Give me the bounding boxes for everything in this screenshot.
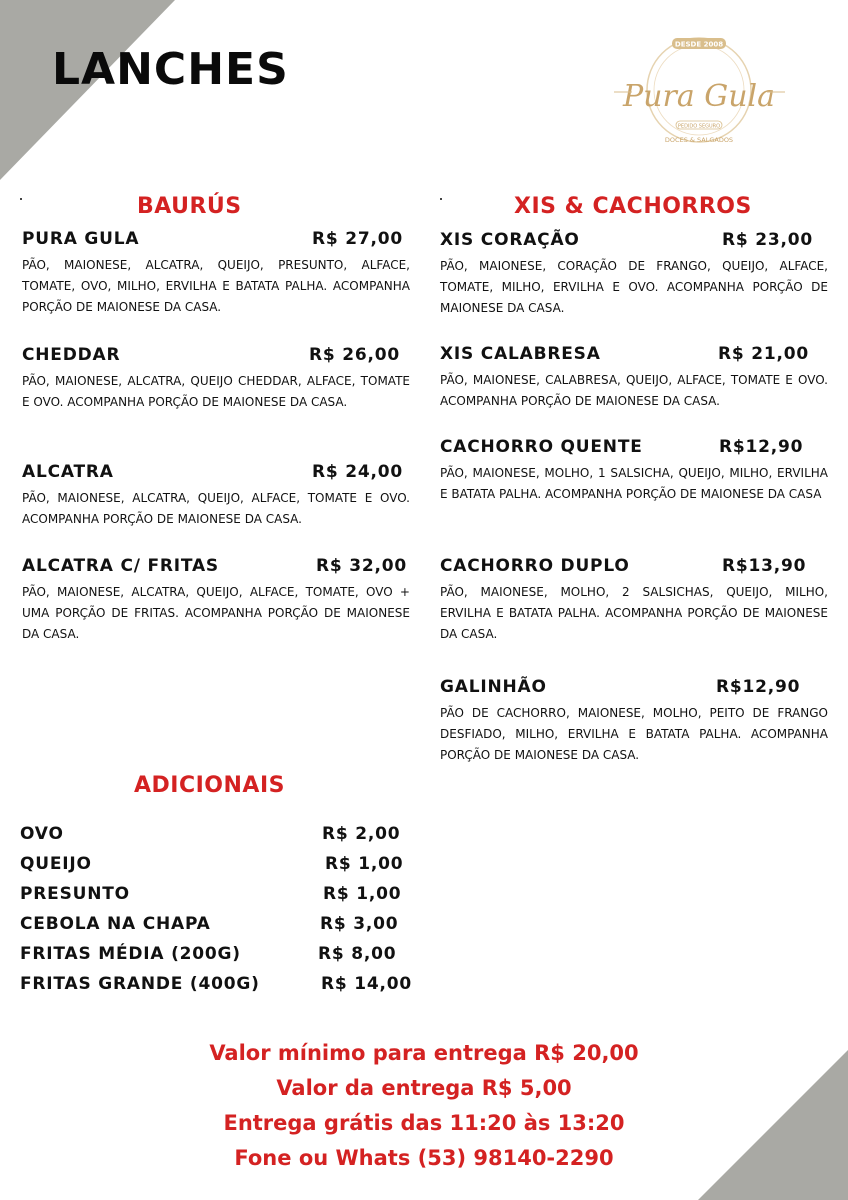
addon-row	[20, 884, 430, 914]
item-price: R$ 24,00	[312, 462, 404, 482]
item-description: PÃO, MAIONESE, ALCATRA, QUEIJO, ALFACE, TOMATE E OVO. ACOMPANHA PORÇÃO DE MAIONESE DA CASA.	[22, 491, 410, 526]
delivery-fee-text: Valor da entrega R$ 5,00	[276, 1076, 572, 1100]
menu-item	[22, 462, 410, 530]
dot-marker	[20, 198, 22, 200]
item-name: CACHORRO QUENTE	[440, 437, 643, 457]
addon-price: R$ 8,00	[318, 944, 397, 964]
menu-item	[440, 230, 828, 319]
item-description: PÃO, MAIONESE, ALCATRA, QUEIJO, PRESUNTO, ALFACE, TOMATE, OVO, MILHO, ERVILHA E BATATA PALHA. ACOMPANHA PORÇÃO DE MAIONESE DA CASA.	[22, 258, 410, 314]
addon-row	[20, 824, 430, 854]
addon-name: CEBOLA NA CHAPA	[20, 914, 211, 934]
addon-row	[20, 944, 430, 974]
item-price: R$12,90	[719, 437, 804, 457]
item-description: PÃO, MAIONESE, MOLHO, 2 SALSICHAS, QUEIJO, MILHO, ERVILHA E BATATA PALHA. ACOMPANHA PORÇÃO DE MAIONESE DA CASA.	[440, 585, 828, 641]
addon-price: R$ 3,00	[320, 914, 399, 934]
item-price: R$ 21,00	[718, 344, 810, 364]
item-description: PÃO, MAIONESE, ALCATRA, QUEIJO, ALFACE, TOMATE, OVO + UMA PORÇÃO DE FRITAS. ACOMPANHA PORÇÃO DE MAIONESE DA CASA.	[22, 585, 410, 641]
item-description: PÃO DE CACHORRO, MAIONESE, MOLHO, PEITO DE FRANGO DESFIADO, MILHO, ERVILHA E BATATA PALHA. ACOMPANHA PORÇÃO DE MAIONESE DA CASA.	[440, 706, 828, 762]
item-price: R$ 27,00	[312, 229, 404, 249]
item-price: R$ 23,00	[722, 230, 814, 250]
item-name: PURA GULA	[22, 229, 140, 249]
item-description: PÃO, MAIONESE, MOLHO, 1 SALSICHA, QUEIJO, MILHO, ERVILHA E BATATA PALHA. ACOMPANHA PORÇÃO DE MAIONESE DA CASA	[440, 466, 828, 501]
menu-item	[440, 556, 828, 645]
item-name: GALINHÃO	[440, 677, 547, 697]
item-name: CHEDDAR	[22, 345, 121, 365]
addon-name: OVO	[20, 824, 64, 844]
addon-row	[20, 914, 430, 944]
item-description: PÃO, MAIONESE, CORAÇÃO DE FRANGO, QUEIJO, ALFACE, TOMATE, MILHO, ERVILHA E OVO. ACOMPANHA PORÇÃO DE MAIONESE DA CASA.	[440, 259, 828, 315]
pura-gula-logo	[612, 28, 787, 158]
item-price: R$ 32,00	[316, 556, 408, 576]
item-price: R$12,90	[716, 677, 801, 697]
addon-row	[20, 854, 430, 884]
addon-name: PRESUNTO	[20, 884, 130, 904]
section-title-xis-cachorros: XIS & CACHORROS	[514, 194, 752, 219]
page-title: LANCHES	[52, 44, 289, 95]
phone-text: Fone ou Whats (53) 98140-2290	[234, 1146, 614, 1170]
dot-marker	[440, 198, 442, 200]
item-description: PÃO, MAIONESE, CALABRESA, QUEIJO, ALFACE, TOMATE E OVO. ACOMPANHA PORÇÃO DE MAIONESE DA CASA.	[440, 373, 828, 408]
menu-item	[440, 437, 828, 505]
item-description: PÃO, MAIONESE, ALCATRA, QUEIJO CHEDDAR, ALFACE, TOMATE E OVO. ACOMPANHA PORÇÃO DE MAIONESE DA CASA.	[22, 374, 410, 409]
menu-item	[440, 344, 828, 412]
delivery-info	[0, 1036, 848, 1176]
free-delivery-text: Entrega grátis das 11:20 às 13:20	[223, 1111, 625, 1135]
addon-price: R$ 2,00	[322, 824, 401, 844]
addon-price: R$ 1,00	[323, 884, 402, 904]
addon-row	[20, 974, 430, 1004]
logo-top-text: DESDE 2008	[674, 40, 724, 49]
item-name: ALCATRA	[22, 462, 114, 482]
item-price: R$ 26,00	[309, 345, 401, 365]
logo-bottom-text: DOCES & SALGADOS	[664, 136, 734, 144]
logo-name: Pura Gula	[622, 79, 776, 114]
item-name: ALCATRA C/ FRITAS	[22, 556, 219, 576]
item-price: R$13,90	[722, 556, 807, 576]
addon-name: FRITAS GRANDE (400G)	[20, 974, 260, 994]
addon-name: FRITAS MÉDIA (200G)	[20, 944, 241, 964]
menu-item	[22, 345, 410, 413]
section-title-baurus: BAURÚS	[137, 194, 242, 219]
addon-name: QUEIJO	[20, 854, 92, 874]
item-name: XIS CORAÇÃO	[440, 230, 580, 250]
item-name: CACHORRO DUPLO	[440, 556, 630, 576]
menu-item	[22, 229, 410, 318]
menu-item	[22, 556, 410, 645]
item-name: XIS CALABRESA	[440, 344, 601, 364]
addon-price: R$ 1,00	[325, 854, 404, 874]
min-order-text: Valor mínimo para entrega R$ 20,00	[209, 1041, 639, 1065]
logo-mid-text: PEDIDO SEGURO	[677, 123, 721, 130]
section-title-adicionais: ADICIONAIS	[134, 773, 285, 798]
menu-item	[440, 677, 828, 766]
addon-price: R$ 14,00	[321, 974, 413, 994]
